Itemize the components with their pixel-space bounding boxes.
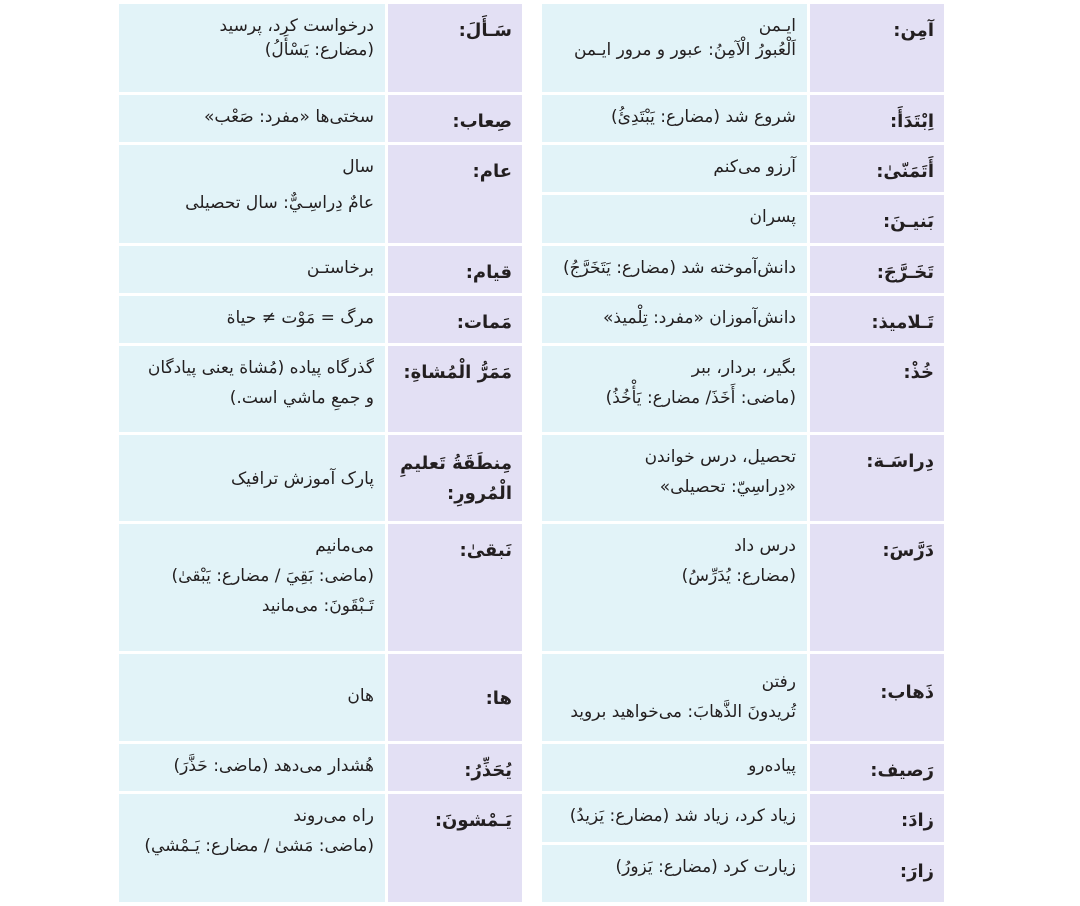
vocab-meaning (119, 524, 388, 651)
vocab-row (119, 524, 522, 654)
vocab-row (542, 4, 944, 95)
vocab-word: عام: (388, 145, 522, 243)
vocab-word: اِبْتَدَأَ: (810, 95, 944, 142)
vocab-word: تَـلاميذ: (810, 296, 944, 343)
vocab-word: زادَ: (810, 794, 944, 842)
vocab-meaning (119, 435, 388, 521)
vocab-row (542, 794, 944, 845)
vocab-meaning (119, 296, 388, 343)
vocab-meaning (119, 95, 388, 142)
meaning-line: (ماضی: مَشیٰ / مضارع: يَـمْشي) (144, 836, 374, 856)
meaning-line: مرگ = مَوْت ≠ حیاة (226, 308, 374, 328)
meaning-line: سختی‌ها «مفرد: صَعْب» (204, 107, 374, 127)
vocab-meaning (542, 845, 810, 902)
meaning-line: (مضارع: یُدَرِّسُ) (681, 566, 796, 586)
meaning-line: بگیر، بردار، ببر (691, 358, 796, 378)
vocab-word: يُحَذِّرُ: (388, 744, 522, 791)
vocab-meaning (119, 654, 388, 741)
vocab-row (542, 524, 944, 654)
vocab-row (119, 744, 522, 794)
vocab-meaning (119, 346, 388, 432)
vocab-meaning (542, 246, 810, 293)
vocab-word: خُذْ: (810, 346, 944, 432)
vocab-word: سَـأَلَ: (388, 4, 522, 92)
vocab-row (119, 435, 522, 524)
vocab-table-right (542, 4, 944, 902)
vocab-row (119, 794, 522, 902)
meaning-line: رفتن (761, 672, 796, 692)
meaning-line: عامٌ دِراسِـيٌّ: سال تحصیلی (185, 193, 374, 213)
vocab-row (119, 296, 522, 346)
vocab-meaning (542, 435, 810, 521)
vocab-word: تَخَـرَّجَ: (810, 246, 944, 293)
vocab-word: آمِن: (810, 4, 944, 92)
vocab-meaning (542, 195, 810, 243)
vocab-word: ها: (388, 654, 522, 741)
vocab-word: دِراسَـة: (810, 435, 944, 521)
vocab-meaning (542, 524, 810, 651)
vocab-word: مِنطَقَةُ تَعليمِ الْمُرورِ: (388, 435, 522, 521)
meaning-line: هُشدار می‌دهد (ماضی: حَذَّرَ) (173, 756, 374, 776)
vocab-word: ذَهاب: (810, 654, 944, 741)
vocab-word: نَبقیٰ: (388, 524, 522, 651)
meaning-line: ایـمن (758, 16, 796, 36)
meaning-line: (ماضی: أَخَذَ/ مضارع: یَأْخُذُ) (605, 388, 796, 408)
meaning-line: آرزو می‌کنم (713, 157, 796, 177)
meaning-line: «دِراسِيّ: تحصیلی» (659, 477, 796, 497)
vocab-meaning (119, 744, 388, 791)
vocab-row (542, 654, 944, 744)
vocab-row (542, 195, 944, 246)
meaning-line: (مضارع: يَسْأَلُ) (264, 40, 374, 60)
vocab-meaning (542, 4, 810, 92)
vocab-meaning (542, 794, 810, 842)
vocab-row (119, 346, 522, 435)
meaning-line: تُريدونَ الذَّهابَ: می‌خواهید بروید (570, 702, 796, 722)
meaning-line: گذرگاه پیاده (مُشاة یعنی پیادگان (147, 358, 374, 378)
vocab-row (119, 95, 522, 145)
vocab-meaning (119, 246, 388, 293)
vocab-word: زارَ: (810, 845, 944, 902)
vocab-row (542, 246, 944, 296)
meaning-line: دانش‌آموزان «مفرد: تِلْميذ» (603, 308, 796, 328)
vocab-meaning (542, 744, 810, 791)
vocab-row (119, 145, 522, 246)
vocab-table-left (119, 4, 522, 902)
vocab-meaning (542, 654, 810, 741)
vocab-row (542, 435, 944, 524)
vocab-row (542, 145, 944, 195)
vocab-row (542, 296, 944, 346)
vocab-word: يَـمْشونَ: (388, 794, 522, 902)
vocab-row (542, 346, 944, 435)
meaning-line: هان (347, 686, 374, 706)
vocab-word: رَصيف: (810, 744, 944, 791)
meaning-line: دانش‌آموخته شد (مضارع: یَتَخَرَّجُ) (562, 258, 796, 278)
meaning-line: راه می‌روند (293, 806, 374, 826)
vocab-row (542, 95, 944, 145)
meaning-line: درس داد (734, 536, 796, 556)
vocab-word: مَمات: (388, 296, 522, 343)
vocab-row (119, 4, 522, 95)
meaning-line: سال (342, 157, 374, 177)
meaning-line: اَلْعُبورُ الْآمِنُ: عبور و مرور ایـمن (573, 40, 796, 60)
meaning-line: می‌مانیم (315, 536, 374, 556)
vocab-meaning (119, 794, 388, 902)
meaning-line: پیاده‌رو (748, 756, 796, 776)
meaning-line: زیارت کرد (مضارع: یَزورُ) (615, 857, 796, 877)
vocab-word: أَتَمَنّیٰ: (810, 145, 944, 192)
meaning-line: (ماضی: بَقِيَ / مضارع: يَبْقیٰ) (171, 566, 374, 586)
vocab-meaning (119, 4, 388, 92)
meaning-line: برخاستـن (306, 258, 374, 278)
vocab-row (119, 654, 522, 744)
vocab-row (119, 246, 522, 296)
meaning-line: پارک آموزش ترافیک (230, 469, 374, 489)
vocab-meaning (542, 145, 810, 192)
vocab-row (542, 744, 944, 794)
vocab-word: قيام: (388, 246, 522, 293)
vocab-meaning (542, 346, 810, 432)
meaning-line: درخواست کرد، پرسید (219, 16, 374, 36)
meaning-line: تَـبْقَونَ: می‌مانید (261, 596, 374, 616)
vocab-meaning (542, 95, 810, 142)
meaning-line: تحصیل، درس خواندن (644, 447, 796, 467)
vocab-word: صِعاب: (388, 95, 522, 142)
vocab-word: دَرَّسَ: (810, 524, 944, 651)
vocab-word: بَنیـنَ: (810, 195, 944, 243)
vocab-word: مَمَرُّ الْمُشاةِ: (388, 346, 522, 432)
vocab-meaning (542, 296, 810, 343)
meaning-line: شروع شد (مضارع: یَبْتَدِئُ) (611, 107, 796, 127)
vocab-row (542, 845, 944, 902)
vocab-meaning (119, 145, 388, 243)
meaning-line: پسران (749, 207, 796, 227)
meaning-line: زیاد کرد، زیاد شد (مضارع: يَزيدُ) (569, 806, 796, 826)
meaning-line: و جمعِ ماشي است.) (229, 388, 374, 408)
